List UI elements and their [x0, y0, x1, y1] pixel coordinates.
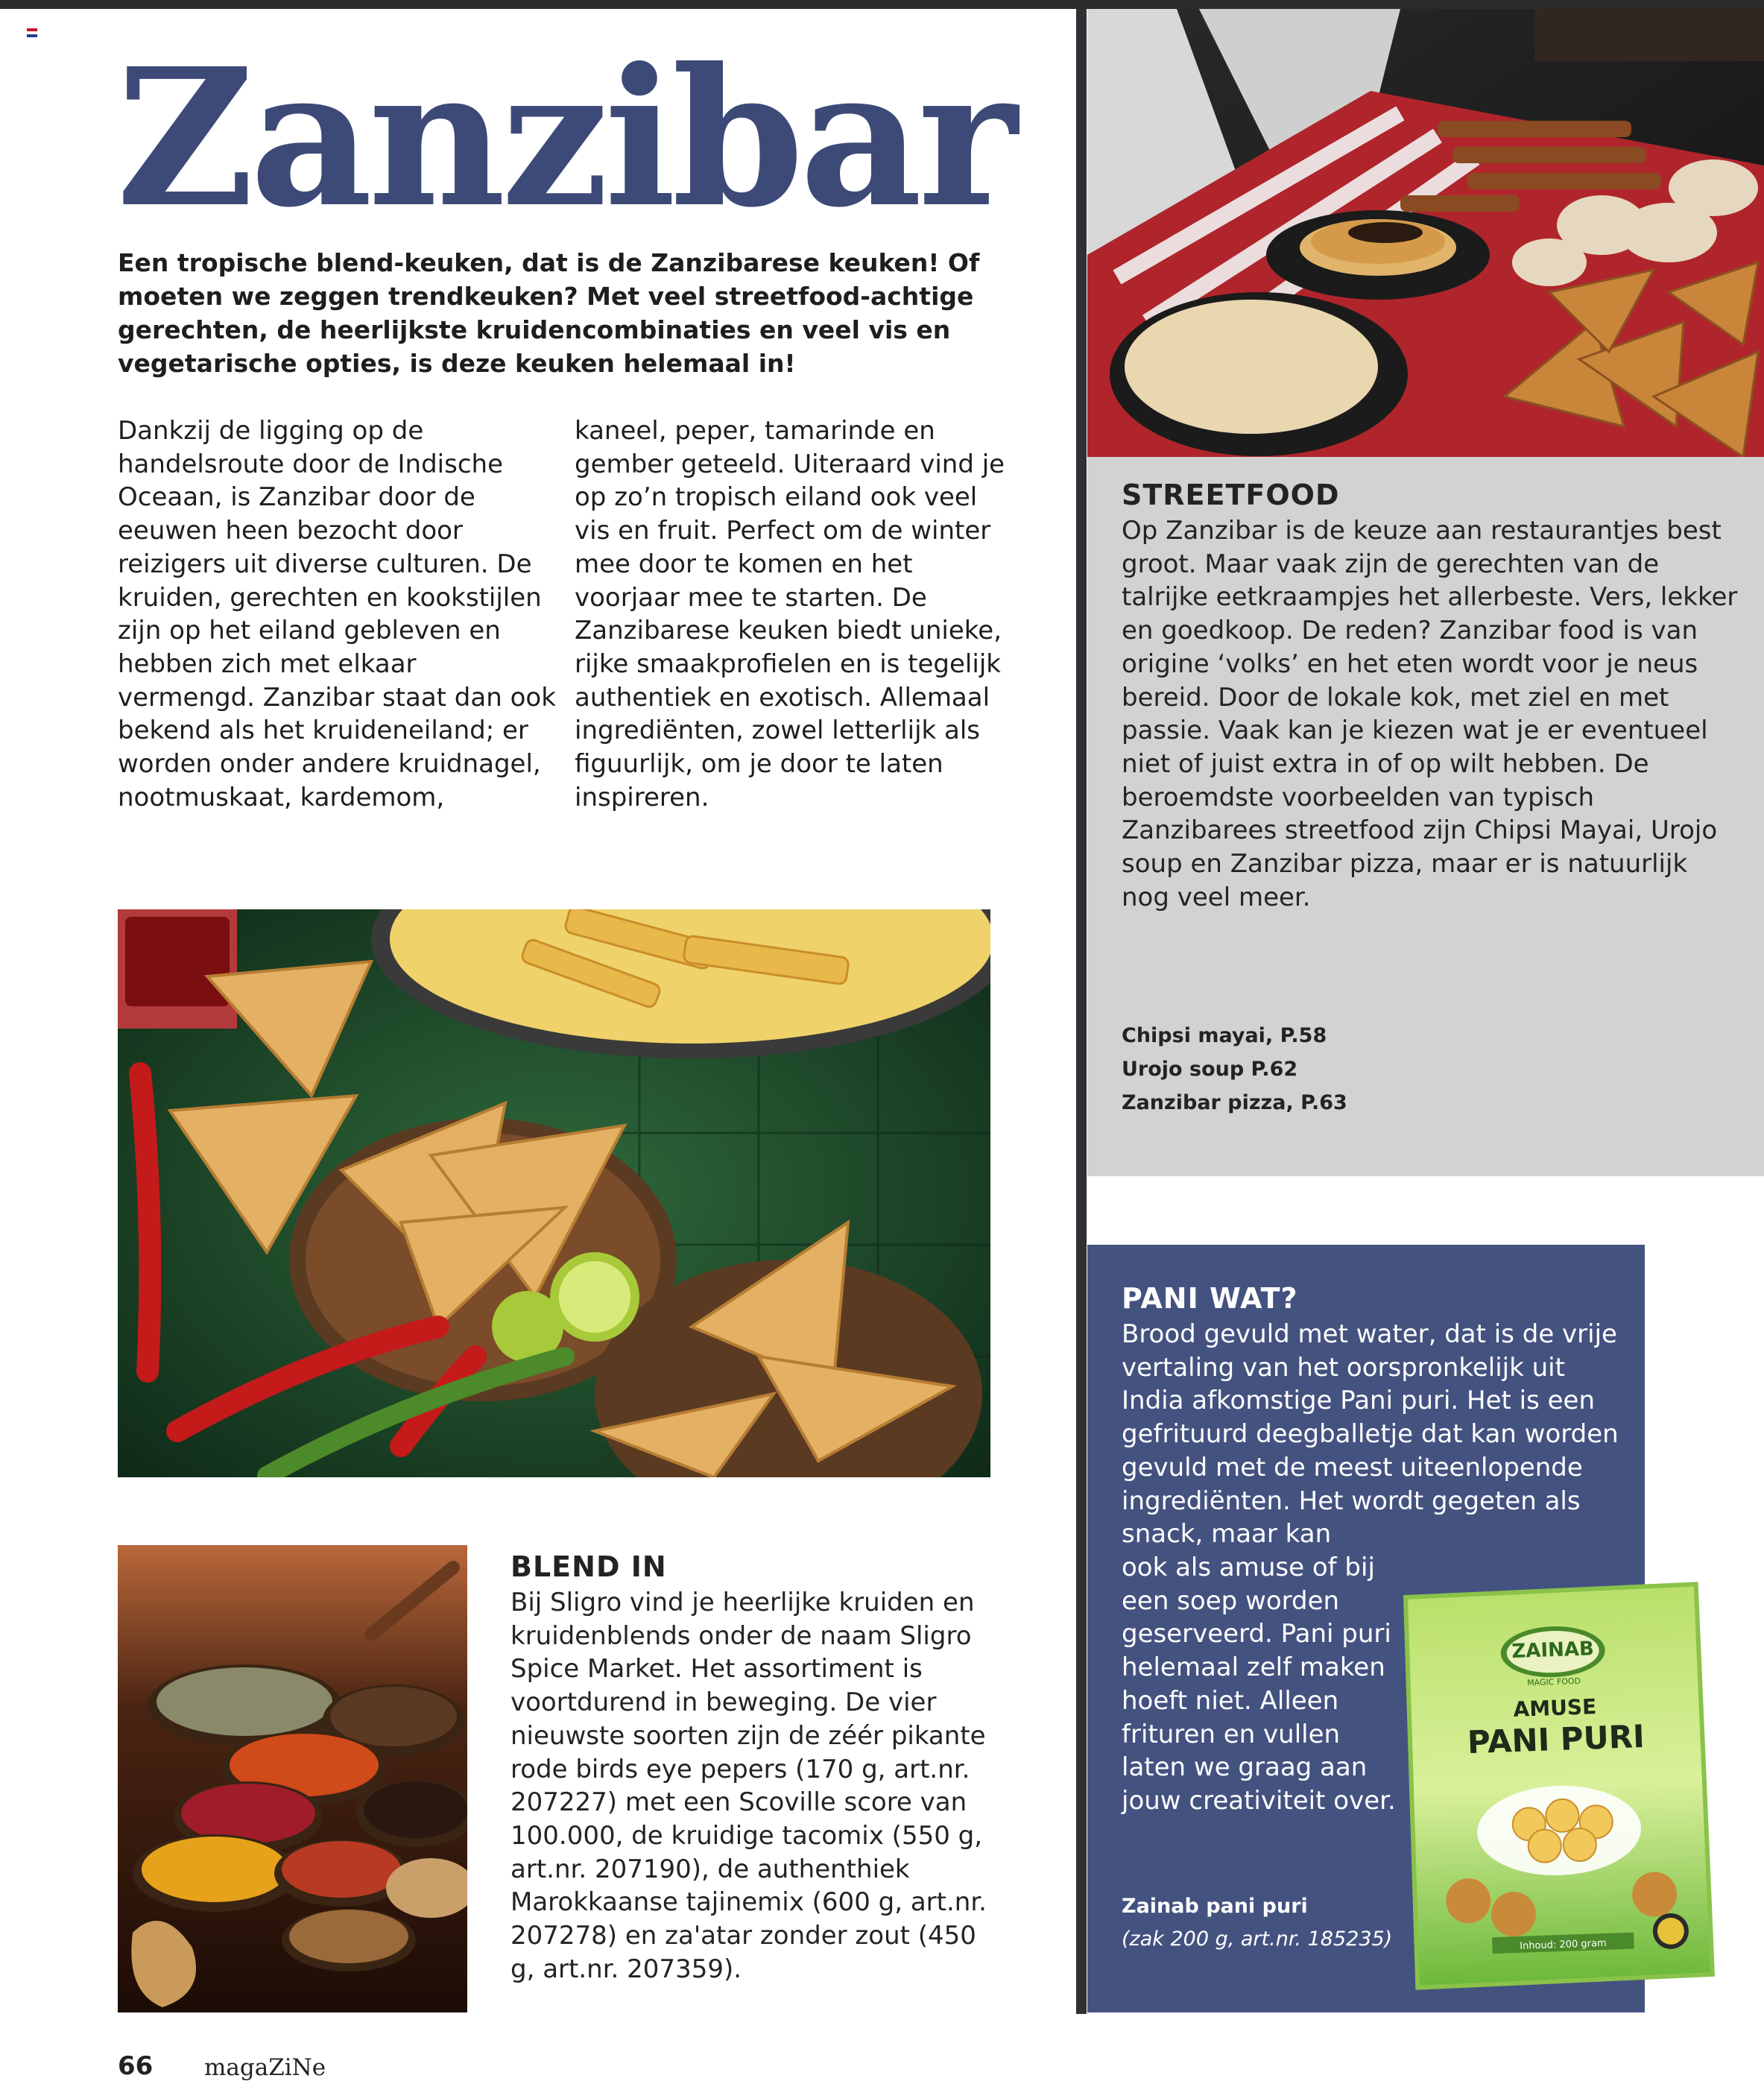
pani-text-top: Brood gevuld met water, dat is de vrije vertaling van het oorspronkelijk uit India afkomstige Pani puri. Het is een gefrituurd deegballetje dat kan worden gevuld met de meest uiteenlopende ingrediënten. Het wordt gegeten als snack, maar kan: [1122, 1319, 1619, 1550]
packet-line-1: AMUSE: [1513, 1694, 1597, 1723]
spices-photo: [118, 1545, 467, 2012]
product-caption-title: Zainab pani puri: [1122, 1895, 1308, 1918]
pani-text-continued: ook als amuse of bij een soep worden geserveerd. Pani puri helemaal zelf maken hoeft niet. Alleen frituren en vullen laten we graag aan jouw creativiteit over.: [1122, 1553, 1396, 1816]
magazine-name: magaZiNe: [204, 2054, 326, 2081]
recipe-reference: Urojo soup P.62: [1122, 1058, 1298, 1081]
page-title: Zanzibar: [116, 27, 1014, 249]
recipe-reference: Chipsi mayai, P.58: [1122, 1024, 1327, 1047]
pani-puri-packet-image: [1398, 1579, 1718, 1992]
body-column-1: Dankzij de ligging op de handelsroute door de Indische Oceaan, is Zanzibar door de eeuwen heen bezocht door reizigers uit diverse culturen. De kruiden, gerechten en kookstijlen zijn op het eiland gebleven en hebben zich met elkaar vermengd. Zanzibar staat dan ook bekend als het kruideneiland; er worden onder andere kruidnagel, nootmuskaat, kardemom,: [118, 416, 556, 812]
streetfood-photo: [1087, 9, 1764, 457]
pani-heading: PANI WAT?: [1122, 1282, 1298, 1315]
blend-text: Bij Sligro vind je heerlijke kruiden en kruidenblends onder de naam Sligro Spice Market. Het assortiment is voortdurend in beweging. De vier nieuwste soorten zijn de zéér pikante rode birds eye pepers (170 g, art.nr. 207227) met een Scoville score van 100.000, de kruidige tacomix (550 g, art.nr. 207190), de authenthiek Marokkaanse tajinemix (600 g, art.nr. 207278) en za'atar zonder zout (450 g, art.nr. 207359).: [510, 1588, 987, 1984]
blend-heading: BLEND IN: [510, 1550, 667, 1583]
top-bar: [0, 0, 1764, 9]
samosa-photo: [118, 909, 990, 1477]
packet-brand: ZAINAB: [1511, 1638, 1595, 1664]
page-number: 66: [118, 2051, 154, 2081]
recipe-references: [1122, 1019, 1347, 1120]
packet-line-2: PANI PURI: [1467, 1717, 1646, 1761]
body-column-2: kaneel, peper, tamarinde en gember geteeld. Uiteraard vind je op zo’n tropisch eiland ook veel vis en fruit. Perfect om de winter mee door te komen en het voorjaar mee te starten. De Zanzibarese keuken biedt unieke, rijke smaakprofielen en is tegelijk authentiek en exotisch. Allemaal ingrediënten, zowel letterlijk als figuurlijk, om je door te laten inspireren.: [575, 416, 1005, 812]
intro-text: Een tropische blend-keuken, dat is de Zanzibarese keuken! Of moeten we zeggen trendkeuken? Met veel streetfood-achtige gerechten, de heerlijkste kruidencombinaties en veel vis en vegetarische opties, is deze keuken helemaal in!: [118, 248, 980, 378]
column-divider: [1076, 9, 1087, 2014]
packet-brand-sub: MAGIC FOOD: [1526, 1676, 1581, 1688]
streetfood-heading: STREETFOOD: [1122, 479, 1340, 511]
packet-weight: Inhoud: 200 gram: [1519, 1937, 1607, 1952]
product-caption-detail: (zak 200 g, art.nr. 185235): [1122, 1927, 1393, 1951]
recipe-reference: Zanzibar pizza, P.63: [1122, 1091, 1347, 1114]
flag-icon: [27, 28, 37, 37]
streetfood-text: Op Zanzibar is de keuze aan restaurantjes best groot. Maar vaak zijn de gerechten van de talrijke eetkraampjes het allerbeste. Vers, lekker en goedkoop. De reden? Zanzibar food is van origine ‘volks’ en het eten wordt voor je neus bereid. Door de lokale kok, met ziel en met passie. Vaak kan je kiezen wat je er eventueel niet of juist extra in of op wilt hebben. De beroemdste voorbeelden van typisch Zanzibarees streetfood zijn Chipsi Mayai, Urojo soup en Zanzibar pizza, maar er is natuurlijk nog veel meer.: [1122, 516, 1738, 912]
